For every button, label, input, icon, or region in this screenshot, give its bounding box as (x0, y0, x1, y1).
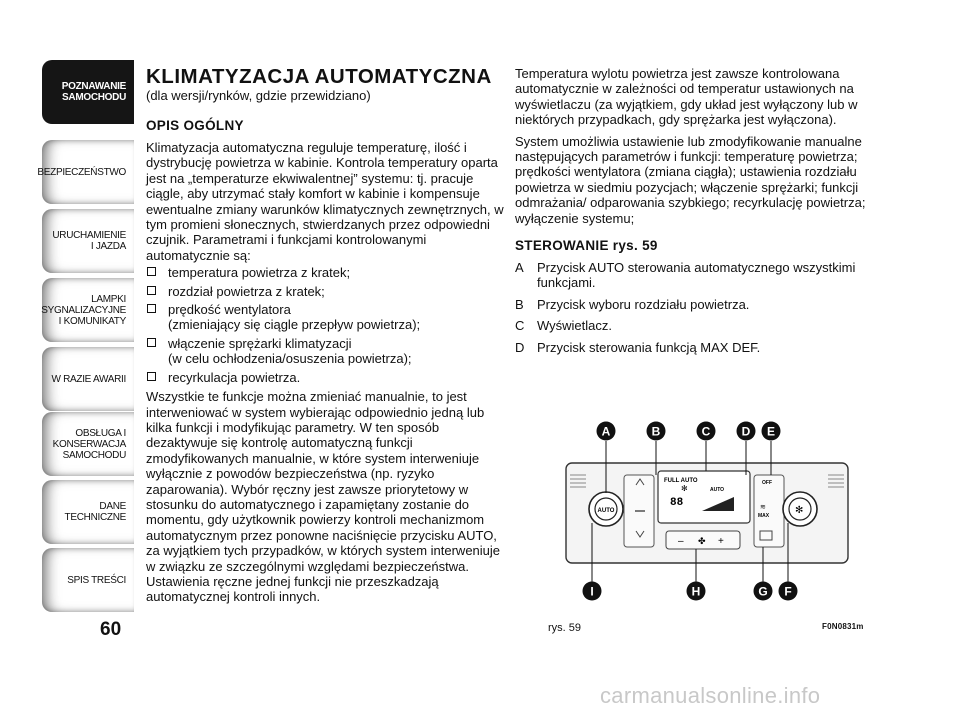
tab-label: BEZPIECZEŃSTWO (37, 166, 126, 178)
max-label: MAX (758, 513, 770, 519)
tab-label: SPIS TREŚCI (67, 574, 126, 586)
callout-label: I (590, 584, 594, 599)
tab-label: W RAZIE AWARII (51, 373, 126, 385)
page-title: KLIMATYZACJA AUTOMATYCZNA (146, 65, 492, 88)
control-item-c (515, 318, 880, 333)
callout-label: F (784, 584, 792, 599)
right-column (515, 66, 880, 361)
fan-minus: – (678, 536, 684, 547)
tab-obsluga-i-konserwacja[interactable] (42, 412, 134, 476)
checkbox-square-icon (147, 372, 156, 381)
figure-caption: rys. 59 (548, 622, 582, 634)
callout-label: A (601, 424, 611, 439)
tab-label: OBSŁUGA I KONSERWACJA SAMOCHODU (52, 427, 126, 461)
tab-label: POZNAWANIE SAMOCHODU (61, 81, 126, 103)
control-text: Przycisk sterowania funkcją MAX DEF. (537, 339, 761, 355)
off-label: OFF (762, 480, 772, 486)
fan-icon: ✤ (698, 537, 706, 547)
tab-spis-tresci[interactable] (42, 548, 134, 612)
defrost-icon: ≋ (760, 503, 766, 511)
list-item-subtext: (w celu ochłodzenia/osuszenia powietrza); (168, 351, 412, 367)
left-column (146, 66, 506, 605)
callout-label: G (758, 584, 768, 599)
tab-poznawanie-samochodu[interactable] (42, 60, 134, 124)
callout-label: B (651, 424, 661, 439)
right-paragraph-2: System umożliwia ustawienie lub zmodyfikowanie manualne następujących parametrów i funkcji: temperaturę powietrza; prędkości wentylatora (zmiana ciągła); ustawienia rozdziału powietrza w siedmiu pozycjach; włączenie sprężarki; funkcji odmrażania/ odparowania szybkiego; recyrkulację powietrza; wyłączenie systemu; (515, 133, 866, 226)
callout-label: H (691, 584, 701, 599)
list-item (146, 284, 506, 299)
page-number: 60 (100, 619, 122, 640)
list-item-text: prędkość wentylatora (168, 302, 291, 318)
figure-code: F0N0831m (822, 622, 864, 631)
control-letter: A (515, 260, 524, 276)
control-item-a (515, 260, 880, 291)
display-full-auto: FULL AUTO (664, 478, 698, 484)
control-text: Przycisk AUTO sterowania automatycznego wszystkimi funkcjami. (537, 260, 856, 291)
right-paragraph-1: Temperatura wylotu powietrza jest zawsze kontrolowana automatycznie w zależności od temperatur ustawionych na wyświetlaczu (za wyjątkiem, gdy układ jest wyłączony lub w niektórych przypadkach, gdy sprężarka jest wyłączona). (515, 66, 858, 128)
snowflake-icon: ✻ (795, 505, 804, 516)
callouts-bottom (583, 582, 798, 601)
display-digits: 88 (670, 497, 684, 509)
intro-paragraph: Klimatyzacja automatyczna reguluje temperaturę, ilość i dystrybucję powietrza w kabinie. Kontrola temperatury oparta jest na „temperaturze ekwiwalentnej” systemu: tj. pracuje ciągle, aby utrzymać stały komfort w kabinie i kompensuje ewentualne zmiany warunków klimatycznych zewnętrznych, w tym promieni słonecznych, stwierdzanych przez odpowiedni czujnik. Parametrami i funkcjami kontrolowanymi automatycznie są: (146, 140, 504, 263)
list-item (146, 336, 506, 367)
control-letter: D (515, 339, 525, 355)
checkbox-square-icon (147, 338, 156, 347)
watermark: carmanualsonline.info (600, 683, 821, 708)
snowflake-icon: ✻ (681, 484, 688, 493)
callout-label: C (701, 424, 711, 439)
checkbox-square-icon (147, 304, 156, 313)
list-item (146, 302, 506, 333)
list-item-text: rozdział powietrza z kratek; (168, 283, 325, 299)
control-letter: B (515, 296, 524, 312)
checkbox-square-icon (147, 286, 156, 295)
parameter-list (146, 265, 506, 385)
tab-label: DANE TECHNICZNE (64, 501, 126, 523)
list-item-text: temperatura powietrza z kratek; (168, 265, 351, 281)
control-text: Przycisk wyboru rozdziału powietrza. (537, 296, 750, 312)
section-title-opis: OPIS OGÓLNY (146, 118, 244, 133)
callout-label: D (741, 424, 751, 439)
callout-label: E (766, 424, 776, 439)
fan-plus: + (718, 536, 724, 547)
climate-panel-figure (538, 413, 878, 627)
list-item (146, 370, 506, 385)
tab-w-razie-awarii[interactable] (42, 347, 134, 411)
controls-list (515, 260, 880, 355)
list-item-text: włączenie sprężarki klimatyzacji (168, 335, 352, 351)
page-subtitle: (dla wersji/rynków, gdzie przewidziano) (146, 88, 371, 103)
closing-paragraph: Wszystkie te funkcje można zmieniać manualnie, to jest interweniować w system wybierając odpowiednio jedną lub kilka funkcji i modyfikując parametry. W ten sposób dezaktywuje się kontrolę automatyczną funkcji zmodyfikowanych manualnie, w które system interweniuje wyłącznie z powodów bezpieczeństwa (np. ryzyko zaparowania). Wybór ręczny jest zawsze priorytetowy w stosunku do automatycznego i zapamiętany zostanie do momentu, gdy użytkownik powierzy kontroli mechanizmom automatycznym przez ponowne naciśnięcie przycisku AUTO, za wyjątkiem tych przypadków, w których system interweniuje w związku ze szczególnymi względami bezpieczeństwa. Ustawienia ręczne jednej funkcji nie przeszkadzają automatycznej kontroli innych. (146, 389, 501, 605)
auto-knob-label: AUTO (597, 508, 615, 514)
checkbox-square-icon (147, 267, 156, 276)
tab-bezpieczenstwo[interactable] (37, 140, 134, 204)
tab-lampki-sygnalizacyjne[interactable] (42, 278, 134, 342)
tab-label: LAMPKI SYGNALIZACYJNE I KOMUNIKATY (41, 293, 126, 327)
tab-dane-techniczne[interactable] (42, 480, 134, 544)
display-auto: AUTO (710, 487, 725, 493)
controls-title: STEROWANIE rys. 59 (515, 238, 658, 254)
tab-uruchamienie-i-jazda[interactable] (42, 209, 134, 273)
tab-label: URUCHAMIENIE I JAZDA (52, 230, 126, 252)
control-letter: C (515, 318, 525, 334)
climate-panel-diagram (538, 413, 878, 627)
list-item-text: recyrkulacja powietrza. (168, 369, 301, 385)
list-item-subtext: (zmieniający się ciągle przepływ powietrza); (168, 317, 421, 333)
control-item-b (515, 297, 880, 312)
control-text: Wyświetlacz. (537, 318, 613, 334)
callouts-top (597, 422, 781, 441)
control-item-d (515, 340, 880, 355)
list-item (146, 265, 506, 280)
